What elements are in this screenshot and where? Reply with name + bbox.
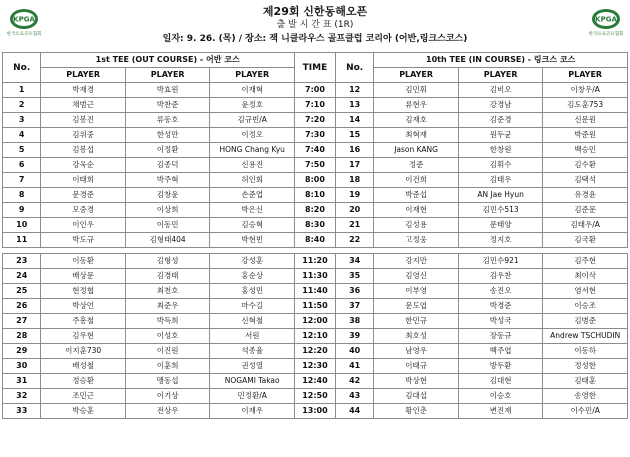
- player-name: 박도규: [41, 233, 126, 248]
- player-name: 김영신: [374, 269, 459, 284]
- table-row: [3, 218, 628, 233]
- player-name: 김국환: [543, 233, 628, 248]
- player-name: 김규빈/A: [210, 113, 295, 128]
- player-name: 한창원: [458, 143, 543, 158]
- player-name: 민정환/A: [210, 389, 295, 404]
- group-number: 34: [335, 254, 373, 269]
- table-row: [3, 203, 628, 218]
- player-name: 김재호: [374, 113, 459, 128]
- group-number: 43: [335, 389, 373, 404]
- player-name: 이태규: [374, 359, 459, 374]
- table-row: [3, 128, 628, 143]
- tee-time: 7:10: [294, 98, 335, 113]
- group-number: 13: [335, 98, 373, 113]
- table-row: [3, 233, 628, 248]
- player-name: 이태희: [41, 173, 126, 188]
- player-name: 김형태404: [125, 233, 210, 248]
- player-name: 김민수921: [458, 254, 543, 269]
- player-name: 송영한: [543, 389, 628, 404]
- player-name: 이정환: [125, 143, 210, 158]
- player-name: 김태훈: [543, 374, 628, 389]
- table-row: [3, 269, 628, 284]
- group-number: 28: [3, 329, 41, 344]
- player-header: PLAYER: [125, 68, 210, 83]
- player-name: 류동호: [125, 113, 210, 128]
- player-name: 이동환: [41, 254, 126, 269]
- player-name: 김우찬: [458, 269, 543, 284]
- group-number: 31: [3, 374, 41, 389]
- group-number: 5: [3, 143, 41, 158]
- player-name: 백승민: [543, 143, 628, 158]
- player-name: 김수환: [543, 158, 628, 173]
- tee-time: 12:40: [294, 374, 335, 389]
- group-number: 7: [3, 173, 41, 188]
- player-name: 정승환: [41, 374, 126, 389]
- group-number: 25: [3, 284, 41, 299]
- svg-text:KPGA: KPGA: [13, 15, 35, 24]
- player-header: PLAYER: [374, 68, 459, 83]
- player-name: HONG Chang Kyu: [210, 143, 295, 158]
- player-name: 정성한: [543, 359, 628, 374]
- player-header: PLAYER: [543, 68, 628, 83]
- table-row: [3, 113, 628, 128]
- group-number: 39: [335, 329, 373, 344]
- group-number: 32: [3, 389, 41, 404]
- tee-time: 12:30: [294, 359, 335, 374]
- player-name: 이정오: [210, 128, 295, 143]
- table-row: [3, 83, 628, 98]
- player-name: 유경윤: [543, 188, 628, 203]
- player-name: 김준경: [458, 113, 543, 128]
- player-name: 염서현: [543, 284, 628, 299]
- player-name: 손준업: [210, 188, 295, 203]
- player-name: 김승혁: [210, 218, 295, 233]
- tee-time: 12:50: [294, 389, 335, 404]
- player-name: 조민근: [41, 389, 126, 404]
- player-name: 이성호: [125, 329, 210, 344]
- player-name: 김태우/A: [543, 218, 628, 233]
- player-name: Andrew TSCHUDIN: [543, 329, 628, 344]
- player-name: 전상우: [125, 404, 210, 419]
- player-header: PLAYER: [41, 68, 126, 83]
- player-name: 김위중: [41, 128, 126, 143]
- tee-time: 8:00: [294, 173, 335, 188]
- player-name: 배성철: [41, 359, 126, 374]
- player-name: 김민휘: [374, 83, 459, 98]
- group-number: 22: [335, 233, 373, 248]
- tee-time: 7:40: [294, 143, 335, 158]
- player-name: 이재혁: [210, 83, 295, 98]
- player-name: 김봉섭: [41, 143, 126, 158]
- tee-time: 8:20: [294, 203, 335, 218]
- table-row: [3, 158, 628, 173]
- player-name: Jason KANG: [374, 143, 459, 158]
- tee-time: 12:20: [294, 344, 335, 359]
- player-name: 박준원: [543, 128, 628, 143]
- page-subtitle: 출 발 시 간 표 (1R): [276, 20, 354, 30]
- player-name: 김봉진: [41, 113, 126, 128]
- player-name: 변진재: [458, 404, 543, 419]
- group-number: 6: [3, 158, 41, 173]
- player-name: 강욱순: [41, 158, 126, 173]
- player-name: 이창우/A: [543, 83, 628, 98]
- player-name: 맹동섭: [125, 374, 210, 389]
- player-name: 김택석: [543, 173, 628, 188]
- tee-time: 8:30: [294, 218, 335, 233]
- player-name: AN Jae Hyun: [458, 188, 543, 203]
- player-name: 박승훈: [41, 404, 126, 419]
- player-name: 이진원: [125, 344, 210, 359]
- tee-header-row: [3, 53, 628, 68]
- player-name: 이승조: [543, 299, 628, 314]
- group-number: 27: [3, 314, 41, 329]
- player-name: 김형성: [125, 254, 210, 269]
- svg-text:KPGA: KPGA: [595, 15, 617, 24]
- table-row: [3, 404, 628, 419]
- table-row: [3, 173, 628, 188]
- table-row: [3, 374, 628, 389]
- player-name: 문도엽: [374, 299, 459, 314]
- table-body: [3, 53, 628, 419]
- group-number: 10: [3, 218, 41, 233]
- player-name: 김휘수: [458, 158, 543, 173]
- player-name: 이상희: [125, 203, 210, 218]
- player-name: 강성훈: [210, 254, 295, 269]
- player-name: 한성만: [125, 128, 210, 143]
- player-name: 채범근: [41, 98, 126, 113]
- table-row: [3, 98, 628, 113]
- player-name: 김종덕: [125, 158, 210, 173]
- group-number: 18: [335, 173, 373, 188]
- player-name: 문태양: [458, 218, 543, 233]
- player-name: 고정웅: [374, 233, 459, 248]
- player-name: 신용진: [210, 158, 295, 173]
- table-row: [3, 188, 628, 203]
- player-name: 김경태: [125, 269, 210, 284]
- player-header: PLAYER: [210, 68, 295, 83]
- player-name: 최준우: [125, 299, 210, 314]
- player-name: 박찬준: [125, 98, 210, 113]
- player-name: 박상언: [41, 299, 126, 314]
- group-number: 17: [335, 158, 373, 173]
- player-name: 현정협: [41, 284, 126, 299]
- group-number: 4: [3, 128, 41, 143]
- table-row: [3, 284, 628, 299]
- player-name: 이재현: [374, 203, 459, 218]
- tee-time: 7:00: [294, 83, 335, 98]
- player-name: 남영우: [374, 344, 459, 359]
- player-name: 이승호: [458, 389, 543, 404]
- table-row: [3, 143, 628, 158]
- player-name: 김성용: [374, 218, 459, 233]
- table-row: [3, 254, 628, 269]
- tee-time: 7:20: [294, 113, 335, 128]
- group-number: 40: [335, 344, 373, 359]
- player-name: 김도훈753: [543, 98, 628, 113]
- group-number: 35: [335, 269, 373, 284]
- player-name: 권성열: [210, 359, 295, 374]
- group-number: 9: [3, 203, 41, 218]
- player-name: 김태우: [458, 173, 543, 188]
- player-name: 이기상: [125, 389, 210, 404]
- group-number: 16: [335, 143, 373, 158]
- player-name: 이동민: [125, 218, 210, 233]
- player-name: 원두균: [458, 128, 543, 143]
- group-number: 33: [3, 404, 41, 419]
- player-name: 최혁재: [374, 128, 459, 143]
- group-number: 20: [335, 203, 373, 218]
- player-name: 이부영: [374, 284, 459, 299]
- player-name: 윤정호: [210, 98, 295, 113]
- player-name: 박득희: [125, 314, 210, 329]
- group-number: 8: [3, 188, 41, 203]
- no-header: No.: [335, 53, 373, 83]
- player-name: 황인춘: [374, 404, 459, 419]
- player-name: 홍순상: [210, 269, 295, 284]
- player-name: 김주현: [543, 254, 628, 269]
- player-name: NOGAMI Takao: [210, 374, 295, 389]
- player-name: 박상현: [374, 374, 459, 389]
- tee-time: 12:00: [294, 314, 335, 329]
- player-name: 김비오: [458, 83, 543, 98]
- table-row: [3, 359, 628, 374]
- page-title: 제29회 신한동해오픈: [262, 5, 368, 18]
- player-name: 박재경: [41, 83, 126, 98]
- player-name: 김창윤: [125, 188, 210, 203]
- player-name: 배상문: [41, 269, 126, 284]
- group-number: 23: [3, 254, 41, 269]
- table-row: [3, 299, 628, 314]
- player-name: 신혁철: [210, 314, 295, 329]
- tee-time: 7:30: [294, 128, 335, 143]
- player-name: 박성국: [458, 314, 543, 329]
- player-name: 이동하: [543, 344, 628, 359]
- player-name: 한민규: [374, 314, 459, 329]
- player-name: 정준: [374, 158, 459, 173]
- player-name: 박현빈: [210, 233, 295, 248]
- player-name: 박효원: [125, 83, 210, 98]
- tee-time: 11:50: [294, 299, 335, 314]
- time-header: TIME: [294, 53, 335, 83]
- player-name: 이건희: [374, 173, 459, 188]
- player-name: 김우현: [41, 329, 126, 344]
- tee-time: 11:40: [294, 284, 335, 299]
- no-header: No.: [3, 53, 41, 83]
- tee10-header: 10th TEE (IN COURSE) - 링크스 코스: [374, 53, 628, 68]
- group-number: 26: [3, 299, 41, 314]
- player-header: PLAYER: [458, 68, 543, 83]
- group-number: 37: [335, 299, 373, 314]
- player-name: 박은신: [210, 203, 295, 218]
- player-name: 홍성민: [210, 284, 295, 299]
- player-name: 최호성: [374, 329, 459, 344]
- player-name: 김병준: [543, 314, 628, 329]
- player-name: 최이삭: [543, 269, 628, 284]
- player-name: 이지훈730: [41, 344, 126, 359]
- tee-time-table: [2, 52, 628, 419]
- group-number: 38: [335, 314, 373, 329]
- tee-time: 8:10: [294, 188, 335, 203]
- group-number: 36: [335, 284, 373, 299]
- player-name: 이훈희: [125, 359, 210, 374]
- player-name: 최천호: [125, 284, 210, 299]
- group-number: 41: [335, 359, 373, 374]
- player-name: 서원: [210, 329, 295, 344]
- tee-time: 13:00: [294, 404, 335, 419]
- group-number: 29: [3, 344, 41, 359]
- table-row: [3, 389, 628, 404]
- player-name: 박주혁: [125, 173, 210, 188]
- player-name: 이재우: [210, 404, 295, 419]
- player-name: 마수길: [210, 299, 295, 314]
- tee-time: 7:50: [294, 158, 335, 173]
- table-row: [3, 329, 628, 344]
- player-name: 장동규: [458, 329, 543, 344]
- table-row: [3, 344, 628, 359]
- group-number: 14: [335, 113, 373, 128]
- player-name: 정지호: [458, 233, 543, 248]
- player-name: 박경준: [458, 299, 543, 314]
- group-number: 3: [3, 113, 41, 128]
- player-name: 김민수513: [458, 203, 543, 218]
- player-name: 모중경: [41, 203, 126, 218]
- player-name: 허인회: [210, 173, 295, 188]
- player-name: 강지만: [374, 254, 459, 269]
- player-name: 강경남: [458, 98, 543, 113]
- group-number: 19: [335, 188, 373, 203]
- player-name: 방두환: [458, 359, 543, 374]
- player-name: 백주엽: [458, 344, 543, 359]
- player-name: 이수민/A: [543, 404, 628, 419]
- group-number: 44: [335, 404, 373, 419]
- player-name: 석종율: [210, 344, 295, 359]
- group-number: 42: [335, 374, 373, 389]
- tee-time: 11:20: [294, 254, 335, 269]
- event-info: 일자: 9. 26. (목) / 장소: 잭 니클라우스 골프클럽 코리아 (어반,링크스코스): [162, 34, 468, 44]
- group-number: 1: [3, 83, 41, 98]
- player-name: 문경준: [41, 188, 126, 203]
- player-name: 신문원: [543, 113, 628, 128]
- group-number: 21: [335, 218, 373, 233]
- group-number: 15: [335, 128, 373, 143]
- player-name: 김준문: [543, 203, 628, 218]
- group-number: 24: [3, 269, 41, 284]
- tee-time: 8:40: [294, 233, 335, 248]
- tee1-header: 1st TEE (OUT COURSE) - 어반 코스: [41, 53, 295, 68]
- player-name: 김대섭: [374, 389, 459, 404]
- player-name: 김대현: [458, 374, 543, 389]
- player-name: 이인우: [41, 218, 126, 233]
- group-number: 2: [3, 98, 41, 113]
- logo-caption: 한국프로골프협회: [6, 32, 42, 37]
- group-number: 11: [3, 233, 41, 248]
- tee-time: 12:10: [294, 329, 335, 344]
- tee-time: 11:30: [294, 269, 335, 284]
- logo-caption: 한국프로골프협회: [588, 32, 624, 37]
- group-number: 30: [3, 359, 41, 374]
- player-name: 주흥철: [41, 314, 126, 329]
- player-name: 송진오: [458, 284, 543, 299]
- table-row: [3, 314, 628, 329]
- group-number: 12: [335, 83, 373, 98]
- player-name: 류현우: [374, 98, 459, 113]
- player-name: 박준섭: [374, 188, 459, 203]
